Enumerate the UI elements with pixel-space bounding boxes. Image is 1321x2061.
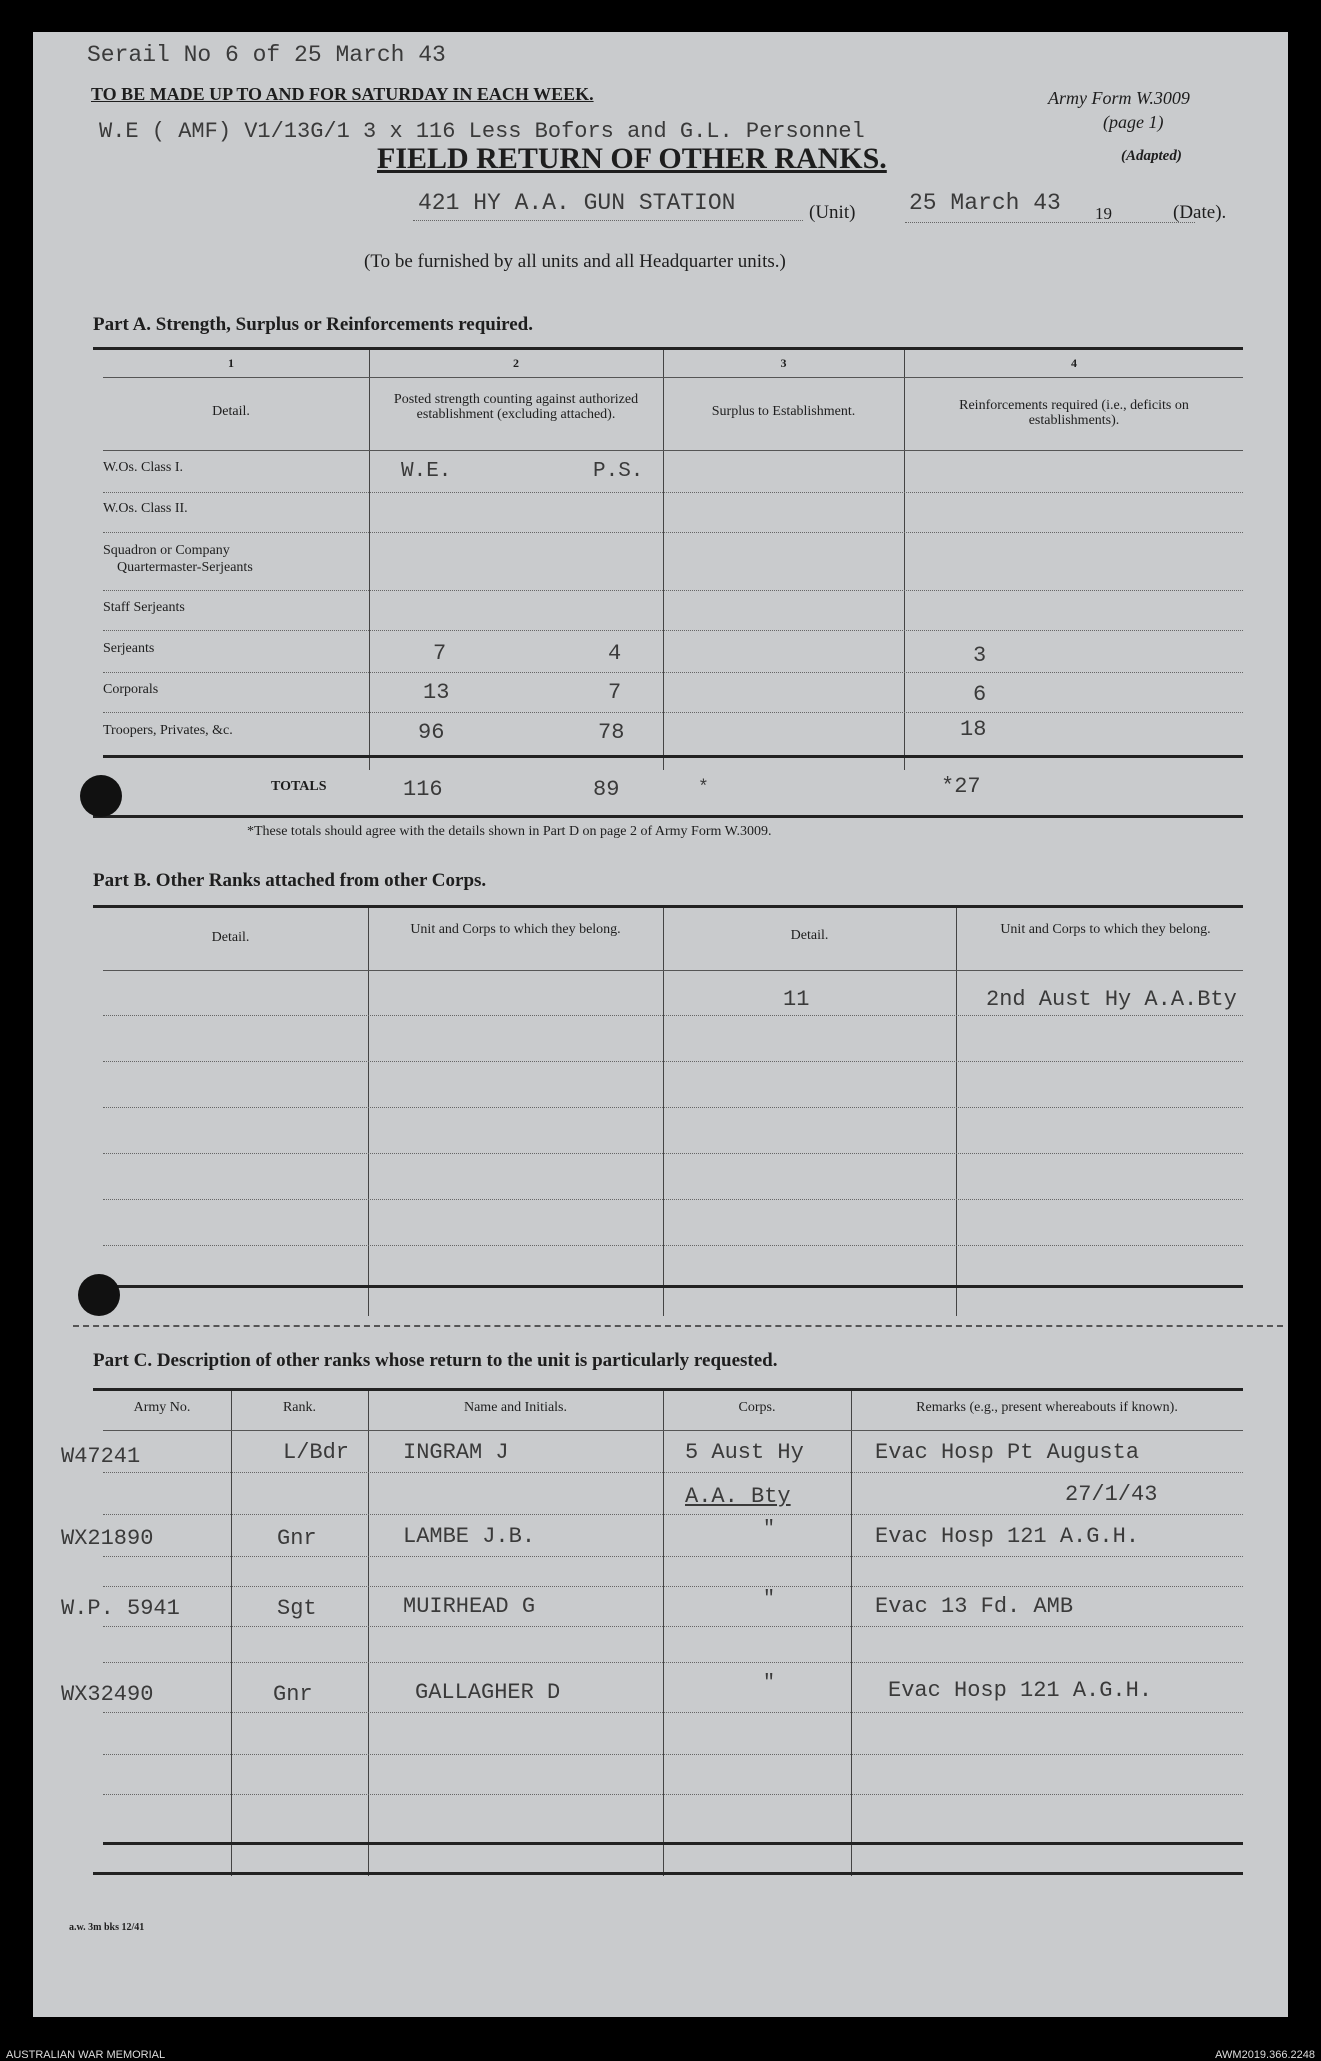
printer-note: a.w. 3m bks 12/41 (69, 1922, 145, 1933)
row-we-privates: 96 (418, 720, 445, 745)
rank-1: L/Bdr (283, 1440, 350, 1465)
part-b-heading: Part B. Other Ranks attached from other Corps. (93, 870, 487, 891)
row-label-corporals: Corporals (103, 682, 159, 697)
rank-4: Gnr (273, 1682, 313, 1707)
col-number-1: 1 (228, 356, 234, 370)
unit-value: 421 HY A.A. GUN STATION (418, 190, 736, 216)
row-we-corporals: 13 (423, 680, 450, 705)
part-c-col-army-no: Army No. (133, 1400, 191, 1415)
row-label-wo2: W.Os. Class II. (103, 501, 188, 516)
corps-4: " (763, 1672, 776, 1695)
page-label: (page 1) (1103, 112, 1164, 132)
col-number-3: 3 (780, 356, 787, 370)
binder-hole-top (80, 775, 122, 817)
name-2: LAMBE J.B. (403, 1524, 536, 1549)
col-header-posted: Posted strength counting against authorized establishment (excluding attached). (393, 392, 639, 422)
corps-1: 5 Aust Hy (685, 1440, 804, 1465)
unit-label: (Unit) (809, 202, 856, 223)
footer-accession-number: AWM2019.366.2248 (1215, 2049, 1315, 2061)
name-3: MUIRHEAD G (403, 1594, 536, 1619)
adapted-label: (Adapted) (1121, 148, 1182, 164)
remarks-1: Evac Hosp Pt Augusta (875, 1440, 1140, 1465)
part-b-col-unit-2: Unit and Corps to which they belong. (1000, 922, 1211, 937)
remarks-4: Evac Hosp 121 A.G.H. (888, 1678, 1153, 1703)
name-1: INGRAM J (403, 1440, 509, 1465)
date-label: (Date). (1173, 202, 1227, 223)
part-a-footnote: *These totals should agree with the details shown in Part D on page 2 of Army Form W.3009. (247, 824, 772, 839)
form-title: FIELD RETURN OF OTHER RANKS. (377, 142, 887, 175)
rank-2: Gnr (277, 1526, 317, 1551)
date-value: 25 March 43 (909, 190, 1061, 216)
col-header-reinforcements: Reinforcements required (i.e., deficits on establishments). (959, 398, 1189, 428)
part-c-col-rank: Rank. (282, 1400, 317, 1415)
part-b-col-unit-1: Unit and Corps to which they belong. (410, 922, 621, 937)
part-b-detail-entry: 11 (783, 987, 810, 1012)
row-ps-wo1: P.S. (593, 460, 644, 483)
footer-archive-name: AUSTRALIAN WAR MEMORIAL (6, 2049, 166, 2061)
serial-number: Serail No 6 of 25 March 43 (87, 42, 446, 68)
form-sheet (33, 32, 1288, 2017)
rank-3: Sgt (277, 1596, 317, 1621)
army-no-2: WX21890 (61, 1526, 154, 1551)
row-ps-privates: 78 (598, 720, 625, 745)
part-c-heading: Part C. Description of other ranks whose return to the unit is particularly requested. (93, 1350, 778, 1371)
army-no-1: W47241 (61, 1444, 141, 1469)
col-header-detail: Detail. (212, 404, 250, 419)
part-c-col-corps: Corps. (738, 1400, 776, 1415)
totals-surplus: * (698, 778, 709, 798)
establishment-line: W.E ( AMF) V1/13G/1 3 x 116 Less Bofors and G.L. Personnel (99, 119, 865, 144)
part-c-col-name: Name and Initials. (463, 1400, 568, 1415)
row-reinf-privates: 18 (960, 717, 987, 742)
totals-ps: 89 (593, 777, 620, 802)
row-label-wo1: W.Os. Class I. (103, 460, 183, 475)
row-label-serjeants: Serjeants (103, 641, 155, 656)
row-we-serjeants: 7 (433, 641, 447, 666)
part-b-unit-entry: 2nd Aust Hy A.A.Bty (986, 987, 1237, 1012)
army-no-4: WX32490 (61, 1682, 154, 1707)
binder-hole-bottom (78, 1274, 120, 1316)
totals-label: TOTALS (271, 779, 327, 794)
remarks-2: Evac Hosp 121 A.G.H. (875, 1524, 1140, 1549)
row-label-cqms: Squadron or Company Quartermaster-Serjeants (103, 543, 253, 575)
row-reinf-corporals: 6 (973, 682, 987, 707)
remarks-1-cont: 27/1/43 (1065, 1482, 1158, 1507)
part-c-col-remarks: Remarks (e.g., present whereabouts if known). (916, 1400, 1178, 1415)
totals-we: 116 (403, 777, 443, 802)
remarks-3: Evac 13 Fd. AMB (875, 1594, 1074, 1619)
part-a-heading: Part A. Strength, Surplus or Reinforcements required. (93, 314, 533, 335)
row-ps-serjeants: 4 (608, 641, 622, 666)
part-b-col-detail-2: Detail. (790, 928, 829, 943)
name-4: GALLAGHER D (415, 1680, 561, 1705)
col-number-4: 4 (1071, 356, 1077, 370)
corps-1-cont: A.A. Bty (685, 1484, 791, 1509)
date-year-prefix: 19 (1095, 204, 1112, 223)
col-number-2: 2 (513, 356, 519, 370)
row-label-staff-sgt: Staff Serjeants (103, 600, 185, 615)
corps-2: " (763, 1518, 776, 1541)
col-header-surplus: Surplus to Establishment. (711, 404, 856, 419)
furnished-note: (To be furnished by all units and all Headquarter units.) (364, 251, 786, 272)
totals-reinf: *27 (941, 774, 981, 799)
instruction-line: TO BE MADE UP TO AND FOR SATURDAY IN EACH WEEK. (91, 84, 594, 104)
row-reinf-serjeants: 3 (973, 643, 987, 668)
row-ps-corporals: 7 (608, 680, 622, 705)
row-we-wo1: W.E. (401, 460, 452, 483)
row-label-privates: Troopers, Privates, &c. (103, 723, 233, 738)
part-b-col-detail-1: Detail. (211, 930, 250, 945)
form-number: Army Form W.3009 (1048, 88, 1190, 108)
corps-3: " (763, 1588, 776, 1611)
army-no-3: W.P. 5941 (61, 1596, 180, 1621)
